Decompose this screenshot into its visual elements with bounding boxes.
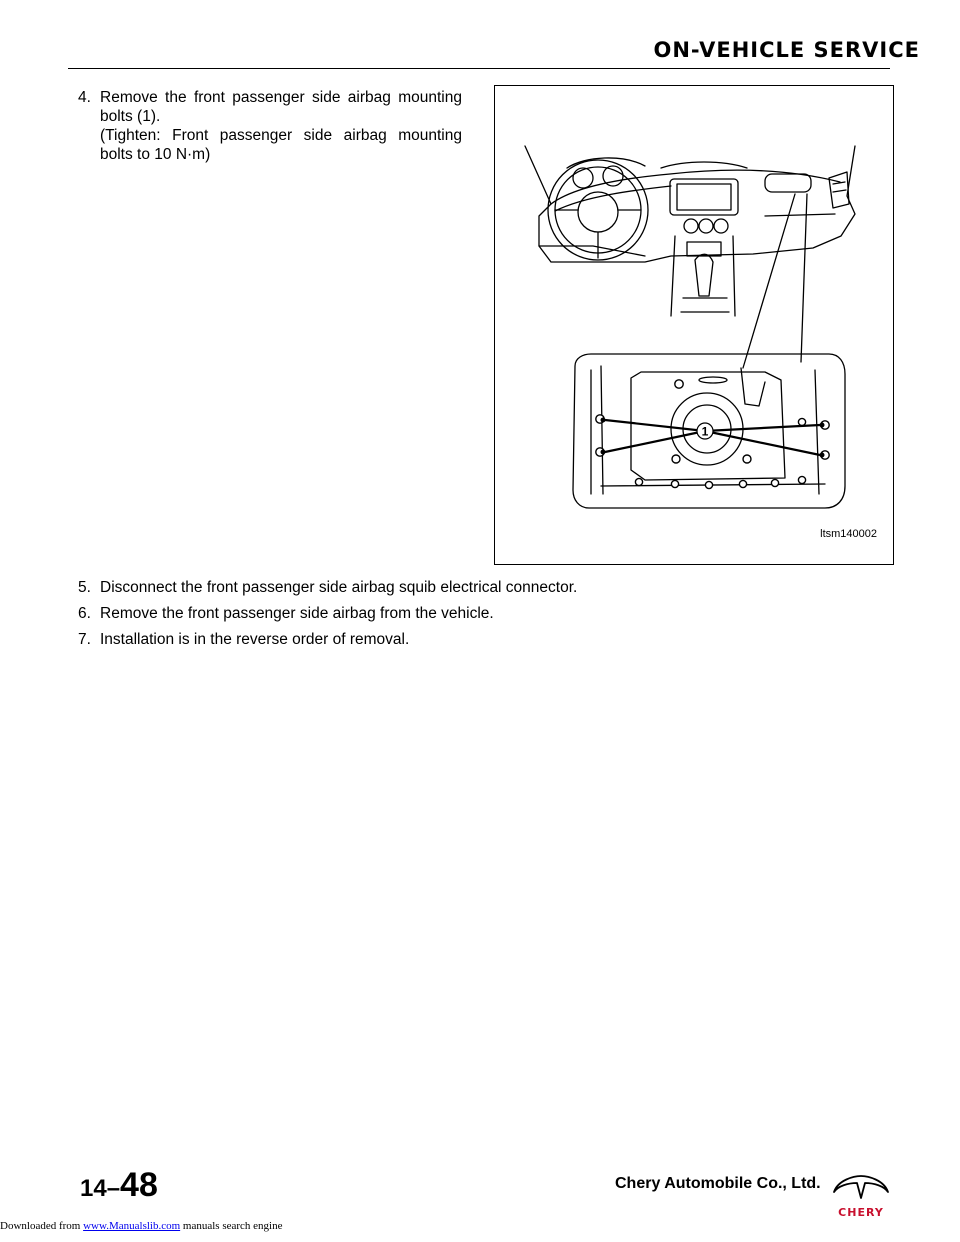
manualslib-link[interactable]: www.Manualslib.com	[83, 1220, 181, 1232]
step-4-number: 4.	[78, 89, 91, 106]
company-name: Chery Automobile Co., Ltd.	[615, 1175, 821, 1192]
chery-logo-text: CHERY	[838, 1206, 884, 1219]
download-suffix: manuals search engine	[180, 1220, 283, 1232]
download-footer	[0, 1220, 282, 1232]
step-4-line-3: (Tighten: Front passenger side airbag mounting	[100, 127, 462, 144]
step-5-text: Disconnect the front passenger side airbag squib electrical connector.	[100, 579, 578, 596]
page-number	[80, 1166, 158, 1205]
step-4-line-4: bolts to 10 N·m)	[100, 146, 211, 163]
step-6-number: 6.	[78, 605, 91, 622]
section-title: ON-VEHICLE SERVICE	[653, 38, 920, 62]
step-4-line-2: bolts (1).	[100, 108, 161, 125]
step-4-text-1: Remove the front passenger side airbag mounting	[100, 89, 462, 106]
step-7-number: 7.	[78, 631, 91, 648]
dashboard-illustration	[495, 86, 895, 566]
step-4	[78, 88, 462, 164]
step-7	[78, 630, 409, 649]
step-6-text: Remove the front passenger side airbag from the vehicle.	[100, 605, 494, 622]
step-4-line-1	[78, 88, 462, 107]
step-5	[78, 578, 577, 597]
step-6	[78, 604, 494, 623]
section-number: 14–	[80, 1175, 121, 1202]
download-prefix: Downloaded from	[0, 1220, 84, 1232]
airbag-removal-figure	[494, 85, 894, 565]
chery-logo	[830, 1172, 892, 1220]
step-7-text: Installation is in the reverse order of removal.	[100, 631, 410, 648]
step-5-number: 5.	[78, 579, 91, 596]
bolt-callout-number: 1	[701, 424, 709, 439]
figure-id: ltsm140002	[820, 528, 877, 540]
header-divider	[68, 68, 890, 69]
page-index: 48	[120, 1166, 158, 1204]
